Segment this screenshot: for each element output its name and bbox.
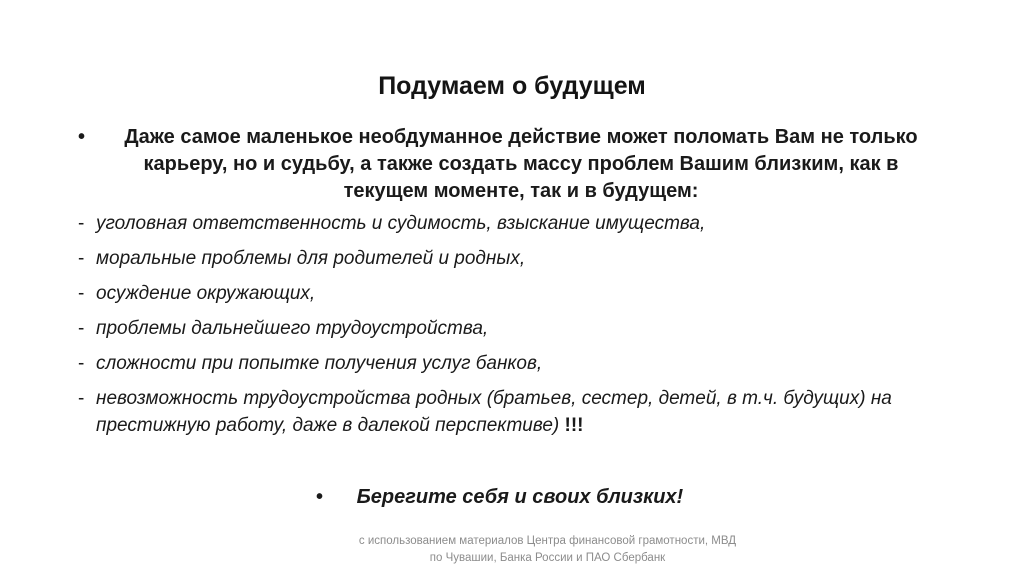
bullet-icon: • (316, 486, 324, 508)
dash-icon: - (78, 318, 85, 339)
list-item (78, 385, 958, 439)
dash-icon: - (78, 388, 85, 409)
dash-icon: - (78, 353, 85, 374)
list-item (78, 210, 958, 237)
footer-line: с использованием материалов Центра финансовой грамотности, МВД (358, 535, 737, 547)
closing-text: Берегите себя и своих близких! (356, 486, 684, 508)
dash-icon: - (78, 248, 85, 269)
list-item-text: сложности при попытке получения услуг банков, (96, 353, 543, 374)
list-item (78, 350, 958, 377)
closing-line (316, 486, 683, 509)
slide-title: Подумаем о будущем (378, 72, 646, 100)
list-item-text: осуждение окружающих, (96, 283, 316, 304)
intro-text: Даже самое маленькое необдуманное действие может поломать Вам не только карьеру, но и судьбу, а также создать массу проблем Вашим близким, как в текущем моменте, так и в будущем: (124, 126, 918, 202)
list-item-text: невозможность трудоустройства родных (братьев, сестер, детей, в т.ч. будущих) на престижную работу, даже в далекой перспективе) (96, 388, 892, 436)
footer-line: по Чувашии, Банка России и ПАО Сбербанк (429, 552, 666, 564)
dash-icon: - (78, 283, 85, 304)
exclamation-emphasis: !!! (559, 415, 584, 436)
list-item (78, 245, 958, 272)
list-item-text: уголовная ответственность и судимость, взыскание имущества, (96, 213, 706, 234)
list-item-text: моральные проблемы для родителей и родных, (96, 248, 526, 269)
intro-paragraph (78, 124, 958, 205)
dash-icon: - (78, 213, 85, 234)
consequences-list (78, 210, 958, 447)
list-item-text: проблемы дальнейшего трудоустройства, (96, 318, 489, 339)
bullet-icon: • (78, 126, 86, 148)
list-item (78, 280, 958, 307)
list-item (78, 315, 958, 342)
source-footer (300, 533, 795, 567)
